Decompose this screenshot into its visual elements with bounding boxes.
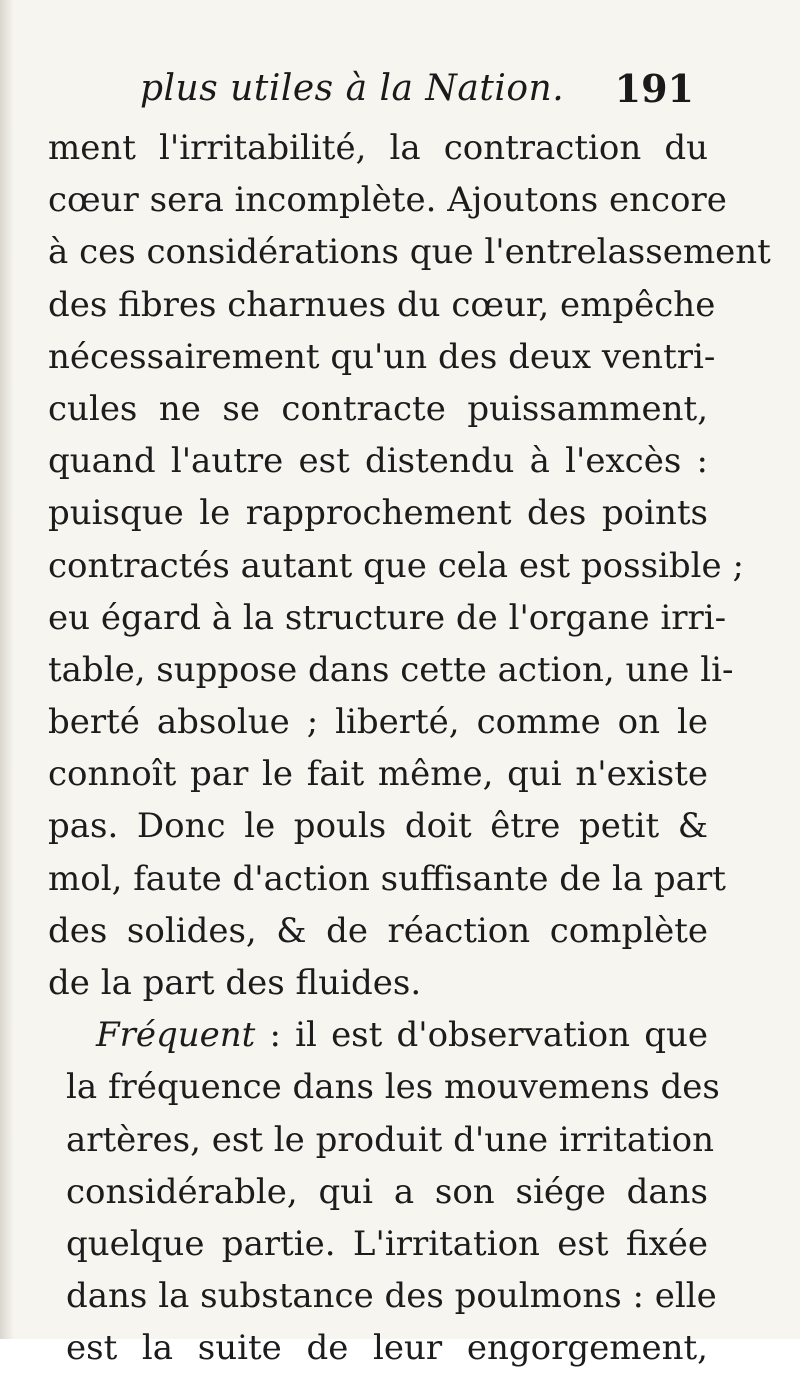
text-line: pas. Donc le pouls doit être petit & (48, 806, 708, 847)
text-line: considérable, qui a son siége dans (66, 1171, 708, 1212)
text-line: puisque le rapprochement des points (48, 493, 708, 534)
body-text (48, 122, 771, 1375)
text-line: à ces considérations que l'entrelassement (48, 232, 771, 273)
paragraph-lead-word: Fréquent (96, 1015, 256, 1056)
text-line: est la suite de leur engorgement, (66, 1328, 708, 1369)
text-line: artères, est le produit d'une irritation (66, 1119, 715, 1160)
text-line: connoît par le fait même, qui n'existe (48, 754, 708, 795)
running-header (140, 62, 700, 112)
text-line: la fréquence dans les mouvemens des (66, 1067, 720, 1108)
text-line: eu égard à la structure de l'organe irri- (48, 597, 727, 638)
text-line: de la part des fluides. (48, 963, 422, 1003)
text-line: nécessairement qu'un des deux ventri- (48, 336, 716, 377)
text-line: cules ne se contracte puissamment, (48, 388, 708, 429)
paragraph-first-line-rest: : il est d'observation que (255, 1015, 708, 1056)
text-line: mol, faute d'action suffisante de la part (48, 858, 726, 899)
running-title: plus utiles à la Nation. (140, 68, 565, 109)
text-line: quand l'autre est distendu à l'excès : (48, 441, 708, 482)
text-line: table, suppose dans cette action, une li- (48, 649, 734, 690)
text-line: cœur sera incomplète. Ajoutons encore (48, 180, 727, 221)
text-line: ment l'irritabilité, la contraction du (48, 128, 708, 168)
page-edge-shadow (0, 0, 14, 1339)
text-line: quelque partie. L'irritation est fixée (66, 1223, 708, 1264)
text-line: des solides, & de réaction complète (48, 910, 708, 951)
paragraph-first-line (48, 1009, 708, 1061)
text-line: des fibres charnues du cœur, empêche (48, 284, 716, 325)
text-line: berté absolue ; liberté, comme on le (48, 702, 708, 743)
text-line: contractés autant que cela est possible ; (48, 545, 744, 586)
text-line: dans la substance des poulmons : elle (66, 1276, 717, 1317)
page-number: 191 (614, 66, 694, 111)
